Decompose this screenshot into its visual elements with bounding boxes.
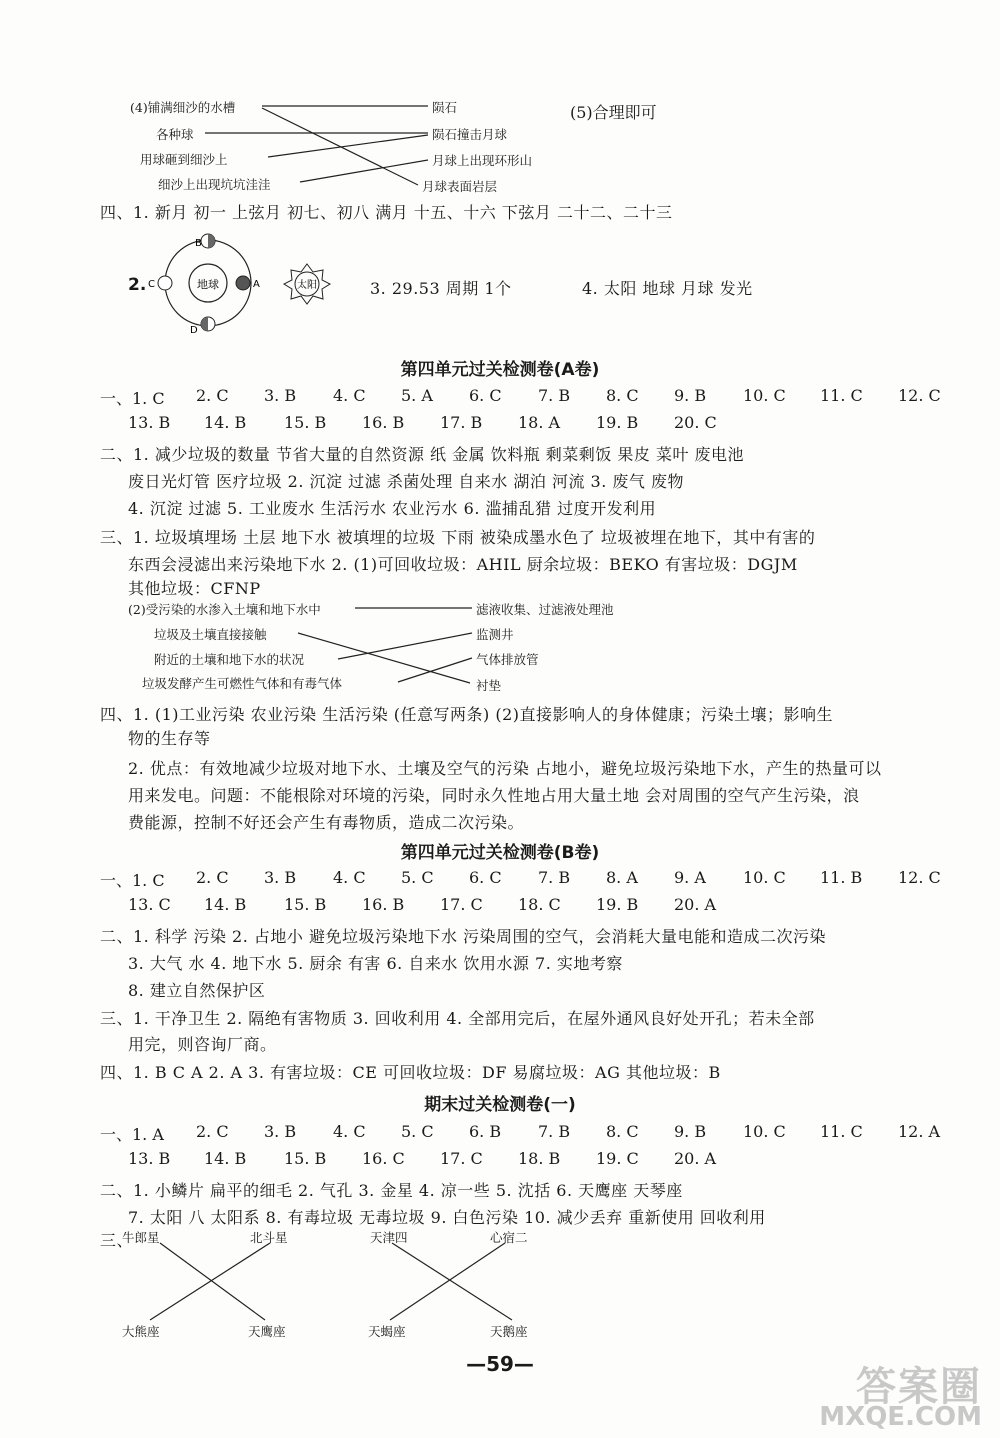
match-line [268,135,428,157]
unit-b-s3-line: 用完，则咨询厂商。 [128,1035,277,1054]
mc-answer: 2. C [196,1122,229,1141]
mc-answer: 19. B [596,895,639,914]
unit-a-title: 第四单元过关检测卷(A卷) [400,360,600,380]
match-left-item: 垃圾及土壤直接接触 [154,627,267,642]
match-left-item: 垃圾发酵产生可燃性气体和有毒气体 [142,676,343,691]
mc-answer: 13. B [128,1149,171,1168]
mc-answer: 8. C [606,386,639,405]
mc-answer: 6. C [469,868,502,887]
mc-answer: 20. A [674,1149,717,1168]
page-number: —59— [466,1352,534,1376]
unit-a-s2-line: 废日光灯管 医疗垃圾 2. 沉淀 过滤 杀菌处理 自来水 湖泊 河流 3. 废气 废物 [128,472,684,491]
match-right-item: 气体排放管 [476,652,539,667]
unit-b-s4-line: 四、1. B C A 2. A 3. 有害垃圾：CE 可回收垃圾：DF 易腐垃圾：AG 其他垃圾：B [100,1063,721,1082]
mc-answer: 14. B [204,895,247,914]
mc-answer: 12. C [898,386,941,405]
mc-answer: 2. C [196,386,229,405]
match-right-item: 衬垫 [476,678,502,693]
mc-answer: 3. B [264,1122,297,1141]
mc-answer: 18. B [518,1149,561,1168]
mc-answer: 11. B [820,868,863,887]
q4-answer: 4. 太阳 地球 月球 发光 [582,279,753,298]
match-line [150,1243,270,1320]
unit-a-s3-line: 其他垃圾：CFNP [128,579,261,598]
unit-b-s2-line: 3. 大气 水 4. 地下水 5. 厨余 有害 6. 自来水 饮用水源 7. 实地考察 [128,954,623,973]
unit-a-s4-line: 2. 优点：有效地减少垃圾对地下水、土壤及空气的污染 占地小，避免垃圾污染地下水，产生的热量可以 [128,759,882,778]
mc-answer: 7. B [538,386,571,405]
mc-answer: 3. B [264,868,297,887]
point-a-label: A [253,279,260,290]
match-right-item: 滤液收集、过滤液处理池 [476,602,614,617]
moon-phases-answer: 四、1. 新月 初一 上弦月 初七、初八 满月 十五、十六 下弦月 二十二、二十三 [100,203,673,222]
final-s2-line: 7. 太阳 八 太阳系 8. 有毒垃圾 无毒垃圾 9. 白色污染 10. 减少丢弃 重新使用 回收利用 [128,1208,766,1227]
mc-answer: 5. A [401,386,433,405]
match-line [338,633,472,659]
q4-left-item: 各种球 [156,127,194,142]
q4-right-item: 陨石撞击月球 [432,127,508,142]
mc-answer: 18. A [518,413,561,432]
mc-answer: 4. C [333,868,366,887]
mc-answer: 一、1. A [100,1125,164,1144]
sun-icon [282,262,332,306]
unit-a-s4-line: 四、1. (1)工业污染 农业污染 生活污染 (任意写两条) (2)直接影响人的身体健康；污染土壤；影响生 [100,705,834,724]
mc-answer: 17. B [440,413,483,432]
mc-answer: 10. C [743,1122,786,1141]
unit-a-s3-line: 东西会浸滤出来污染地下水 2. (1)可回收垃圾：AHIL 厨余垃圾：BEKO 有害垃圾：DGJM [128,555,798,574]
mc-answer: 16. B [362,413,405,432]
q4-left-item: (4)铺满细沙的水槽 [130,100,236,115]
point-b-label: B [195,238,202,249]
mc-answer: 一、1. C [100,871,165,890]
mc-answer: 8. A [606,868,638,887]
q4-left-item: 用球砸到细沙上 [140,152,228,167]
mc-answer: 16. B [362,895,405,914]
star-top-item: 天津四 [370,1230,408,1245]
mc-answer: 10. C [743,386,786,405]
point-d-label: D [190,325,198,336]
mc-answer: 20. A [674,895,717,914]
unit-a-s4-line: 费能源，控制不好还会产生有毒物质，造成二次污染。 [128,813,525,832]
mc-answer: 15. B [284,895,327,914]
earth-label: 地球 [197,278,219,291]
match-left-item: (2)受污染的水渗入土壤和地下水中 [128,602,321,617]
q5-answer: (5)合理即可 [570,103,657,122]
star-bottom-item: 天鹅座 [490,1324,528,1339]
star-top-item: 牛郎星 [122,1230,160,1245]
mc-answer: 19. B [596,413,639,432]
q4-right-item: 月球表面岩层 [422,179,498,194]
star-bottom-item: 大熊座 [122,1324,160,1339]
mc-answer: 4. C [333,386,366,405]
unit-a-s2-line: 4. 沉淀 过滤 5. 工业废水 生活污水 农业污水 6. 滥捕乱猎 过度开发利用 [128,499,657,518]
mc-answer: 3. B [264,386,297,405]
match-line [160,1243,265,1320]
q4-right-item: 陨石 [432,100,458,115]
star-bottom-item: 天鹰座 [248,1324,286,1339]
mc-answer: 5. C [401,868,434,887]
sun-label: 太阳 [297,280,317,291]
unit-a-s4-line: 用来发电。问题：不能根除对环境的污染，同时永久性地占用大量土地 会对周围的空气产生污染，浪 [128,786,860,805]
match-line [398,658,472,682]
q4-left-item: 细沙上出现坑坑洼洼 [158,177,271,192]
mc-answer: 15. B [284,413,327,432]
moon-orbit-diagram [145,228,270,338]
match-right-item: 监测井 [476,627,514,642]
mc-answer: 11. C [820,1122,863,1141]
mc-answer: 18. C [518,895,561,914]
mc-answer: 17. C [440,895,483,914]
mc-answer: 7. B [538,868,571,887]
match-left-item: 附近的土壤和地下水的状况 [154,652,305,667]
mc-answer: 6. B [469,1122,502,1141]
star-top-item: 心宿二 [490,1230,528,1245]
mc-answer: 12. C [898,868,941,887]
mc-answer: 9. B [674,1122,707,1141]
mc-answer: 19. C [596,1149,639,1168]
mc-answer: 10. C [743,868,786,887]
watermark-url: MXQE.COM [819,1402,982,1432]
final-title: 期末过关检测卷(一) [424,1095,576,1115]
mc-answer: 14. B [204,413,247,432]
mc-answer: 17. C [440,1149,483,1168]
q2-label: 2. [128,275,147,295]
q4-right-item: 月球上出现环形山 [432,153,533,168]
match-line [390,1243,505,1320]
unit-b-s2-line: 8. 建立自然保护区 [128,981,266,1000]
unit-a-s4-line: 物的生存等 [128,729,211,748]
match-line [300,160,428,182]
mc-answer: 12. A [898,1122,941,1141]
unit-a-s2-line: 二、1. 减少垃圾的数量 节省大量的自然资源 纸 金属 饮料瓶 剩菜剩饭 果皮 菜叶 废电池 [100,445,745,464]
mc-answer: 4. C [333,1122,366,1141]
mc-answer: 2. C [196,868,229,887]
mc-answer: 5. C [401,1122,434,1141]
watermark-logo: 答案圈 [856,1364,982,1410]
mc-answer: 14. B [204,1149,247,1168]
unit-a-s3-line: 三、1. 垃圾填埋场 土层 地下水 被填埋的垃圾 下雨 被染成墨水色了 垃圾被埋在地下，其中有害的 [100,528,816,547]
mc-answer: 6. C [469,386,502,405]
star-top-item: 北斗星 [250,1230,288,1245]
mc-answer: 20. C [674,413,717,432]
unit-b-s3-line: 三、1. 干净卫生 2. 隔绝有害物质 3. 回收利用 4. 全部用完后，在屋外通风良好处开孔；若未全部 [100,1009,815,1028]
mc-answer: 7. B [538,1122,571,1141]
mc-answer: 9. A [674,868,706,887]
unit-b-s2-line: 二、1. 科学 污染 2. 占地小 避免垃圾污染地下水 污染周围的空气，会消耗大量电能和造成二次污染 [100,927,827,946]
mc-answer: 15. B [284,1149,327,1168]
mc-answer: 16. C [362,1149,405,1168]
star-bottom-item: 天蝎座 [368,1324,406,1339]
mc-answer: 13. C [128,895,171,914]
mc-answer: 11. C [820,386,863,405]
mc-answer: 13. B [128,413,171,432]
final-s2-line: 二、1. 小鳞片 扁平的细毛 2. 气孔 3. 金星 4. 凉一些 5. 沈括 6. 天鹰座 天琴座 [100,1181,683,1200]
final-s3-label: 三、 [100,1231,134,1250]
point-c-label: C [148,279,155,290]
mc-answer: 一、1. C [100,389,165,408]
mc-answer: 8. C [606,1122,639,1141]
unit-b-title: 第四单元过关检测卷(B卷) [400,843,600,863]
match-line [392,1243,512,1320]
mc-answer: 9. B [674,386,707,405]
q3-answer: 3. 29.53 周期 1个 [370,279,512,298]
